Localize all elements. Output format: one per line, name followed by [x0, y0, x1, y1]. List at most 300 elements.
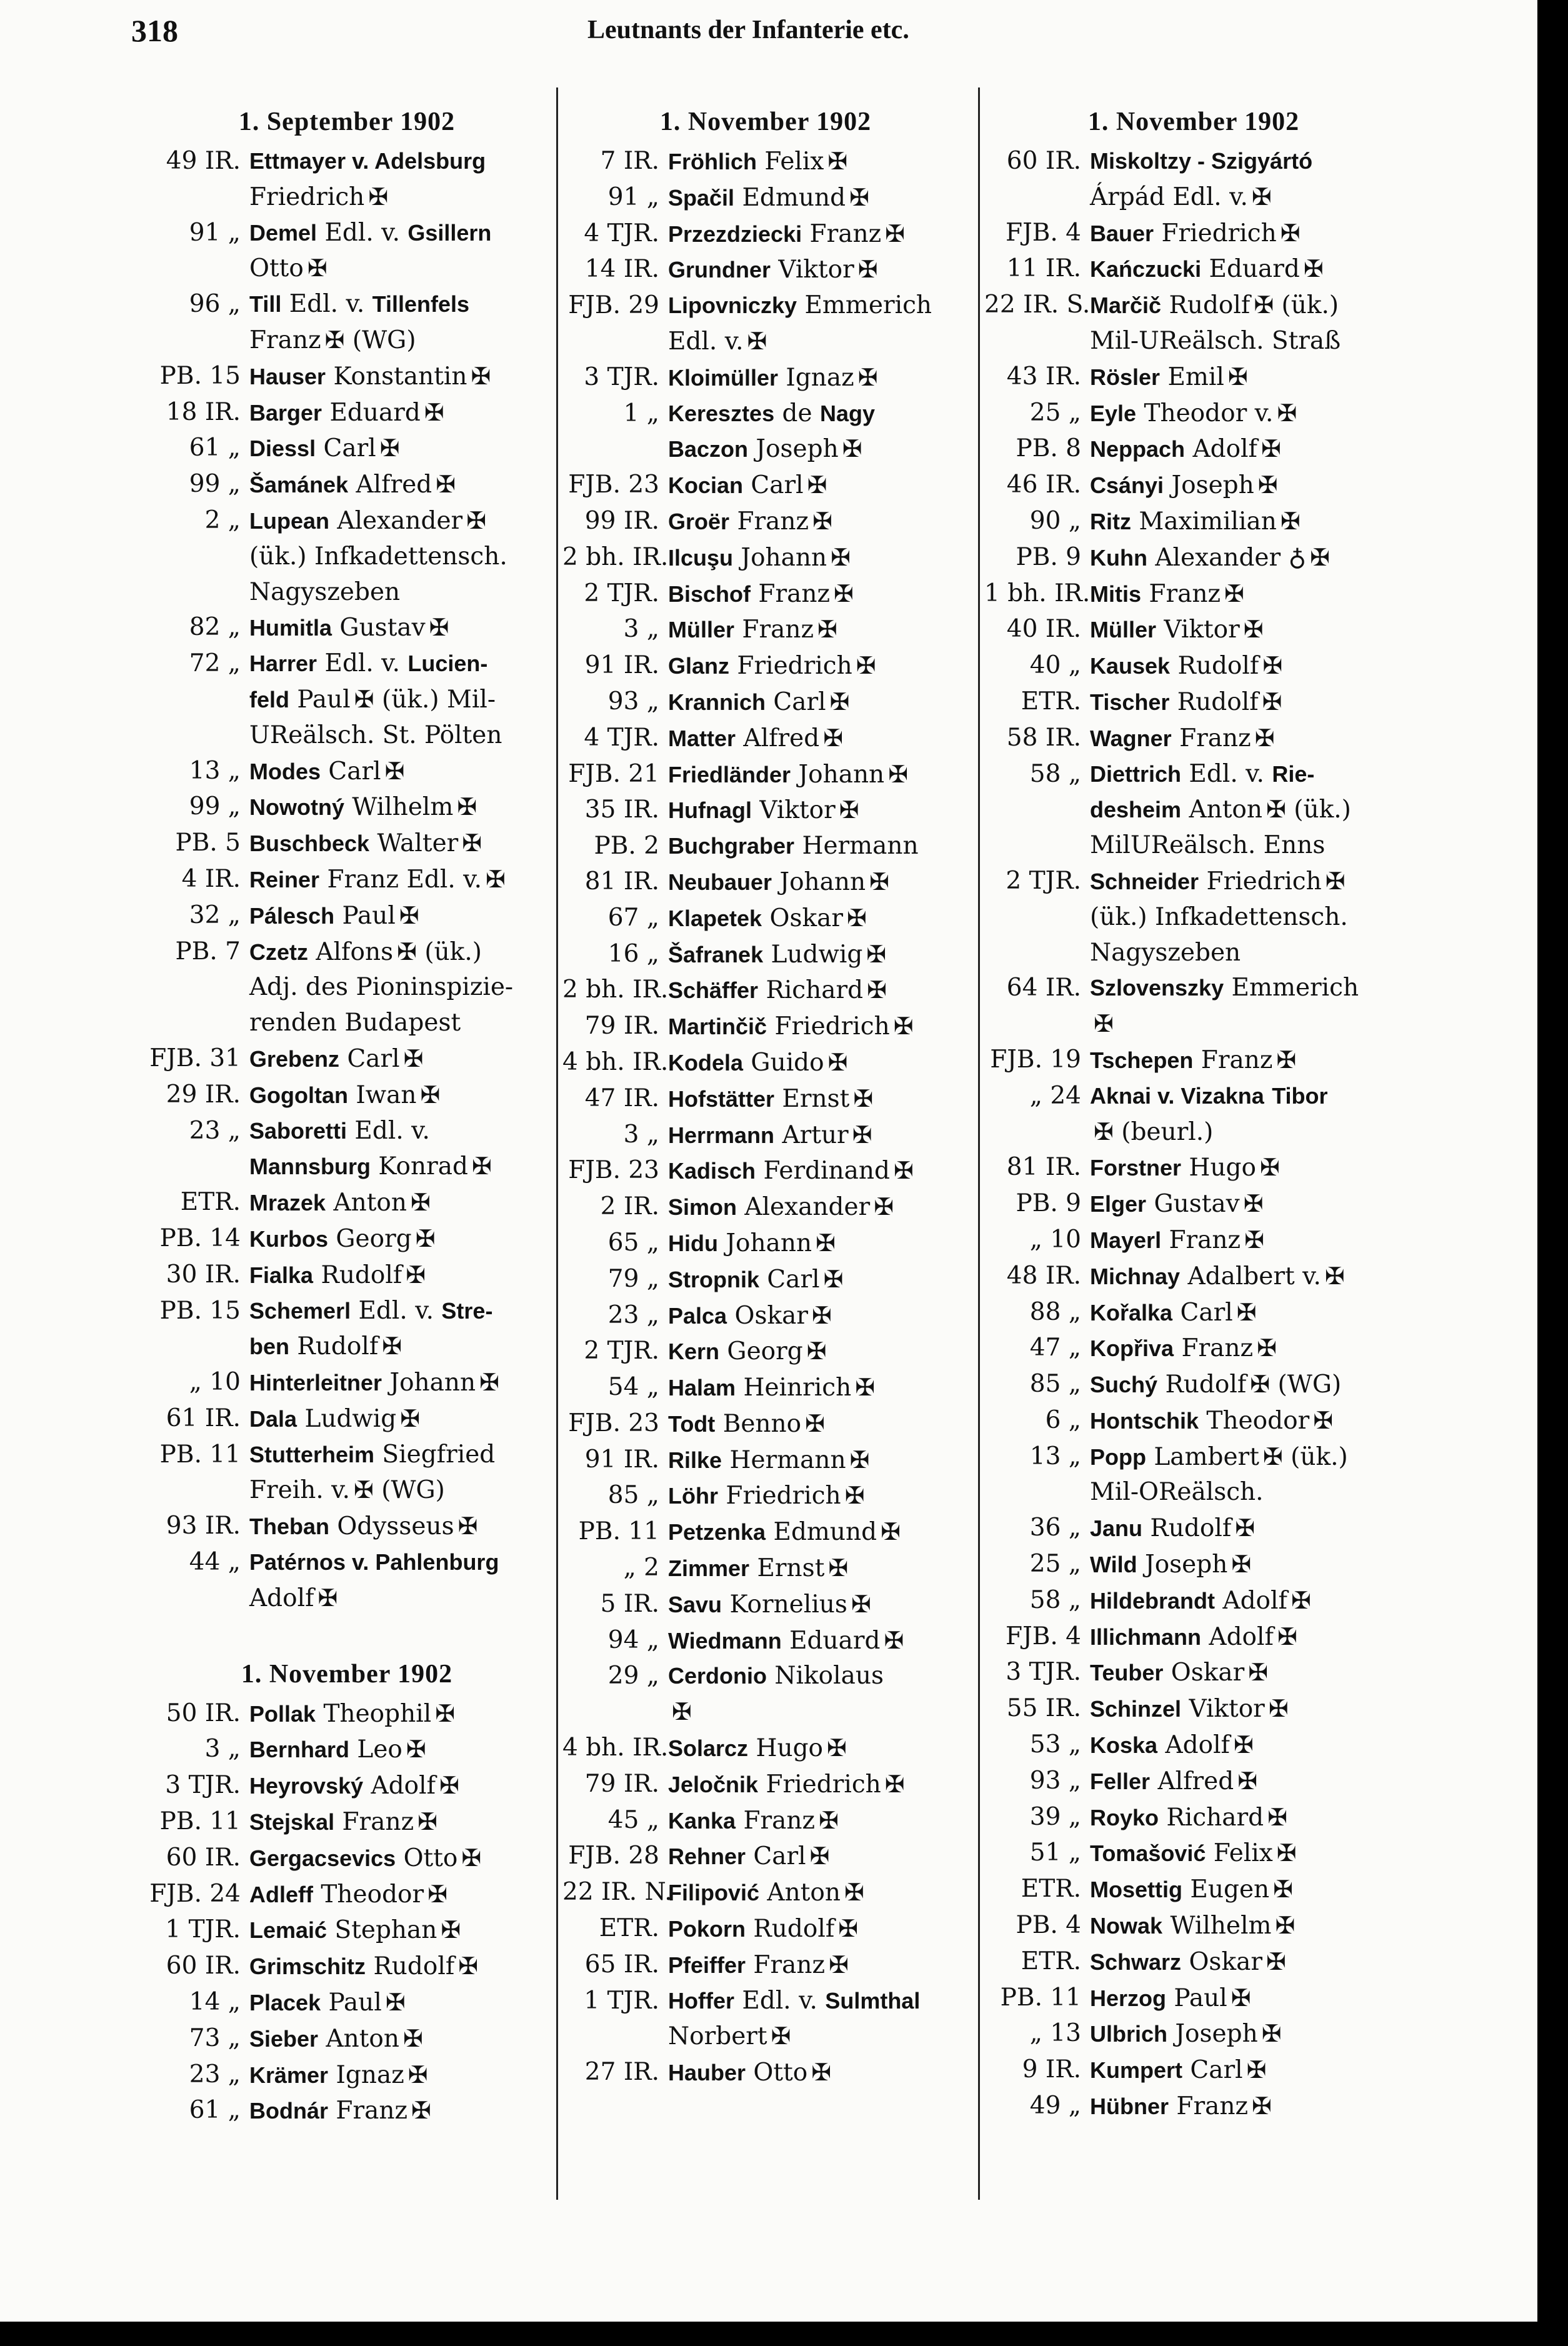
surname: Hübner — [1090, 2094, 1169, 2120]
entry-text — [668, 540, 969, 576]
surname: Palca — [668, 1302, 727, 1329]
entry-line — [249, 395, 550, 431]
surname: Dala — [249, 1405, 297, 1432]
name-text: Ludwig — [763, 940, 863, 969]
cross-icon: ✠ — [869, 867, 890, 896]
surname: Hildebrandt — [1090, 1587, 1216, 1614]
entry-line — [1090, 324, 1403, 359]
surname: Keresztes — [668, 400, 775, 426]
name-text: Friedrich — [249, 182, 365, 211]
entry-text — [668, 1442, 969, 1479]
surname: Todt — [668, 1410, 716, 1437]
unit-label: PB. 2 — [594, 832, 659, 861]
name-text: Franz Edl. v. — [319, 865, 482, 894]
name-text: Edl. v. — [734, 1986, 826, 2015]
cross-icon: ✠ — [855, 1374, 876, 1402]
entry-text — [1090, 287, 1403, 359]
name-text: Adalbert v. — [1180, 1262, 1321, 1290]
section-heading: 1. November 1902 — [241, 1659, 453, 1689]
list-entry — [562, 612, 969, 648]
entry-line — [1090, 1186, 1403, 1222]
unit-label: 44 „ — [189, 1548, 241, 1577]
name-text: Carl — [1172, 1298, 1233, 1327]
unit-label: PB. 7 — [175, 937, 241, 966]
name-text: Eduard — [781, 1626, 881, 1655]
unit-label: 55 IR. — [1006, 1694, 1081, 1723]
entry-text — [1090, 396, 1403, 432]
name-text: (ük.) — [416, 937, 482, 966]
surname: Kopřiva — [1090, 1335, 1174, 1362]
name-text: Eugen — [1182, 1875, 1270, 1904]
entry-text — [249, 1437, 550, 1509]
unit-label: 4 bh. IR. — [562, 1047, 669, 1076]
surname: Humitla — [249, 615, 332, 641]
list-entry — [562, 1767, 969, 1803]
surname: Hufnagl — [668, 797, 752, 824]
unit-label: 22 IR. N. — [562, 1878, 672, 1907]
surname: Harrer — [249, 651, 317, 677]
unit-label: FJB. 28 — [568, 1842, 659, 1870]
entry-text — [668, 2055, 969, 2091]
unit-label: 82 „ — [189, 613, 241, 642]
entry-line — [249, 1804, 550, 1840]
unit-label: 49 „ — [1029, 2092, 1081, 2120]
name-text: Oskar — [1181, 1947, 1262, 1976]
list-entry — [984, 1330, 1403, 1367]
entry-text — [1090, 1691, 1403, 1727]
entry-line — [249, 1006, 550, 1041]
list-entry — [144, 754, 550, 790]
unit-label: PB. 15 — [159, 1296, 241, 1325]
surname: Hauber — [668, 2060, 746, 2086]
cross-icon: ✠ — [1224, 579, 1244, 607]
surname: Placek — [249, 1990, 321, 2016]
entry-line — [668, 612, 969, 648]
unit-label: 99 IR. — [584, 506, 659, 535]
name-text: Paul — [321, 1989, 382, 2017]
unit-label: 43 IR. — [1006, 362, 1081, 391]
name-text: Richard — [1159, 1803, 1264, 1832]
surname: Gergacsevics — [249, 1845, 396, 1871]
unit-label: 23 „ — [189, 1116, 241, 1145]
unit-label: „ 10 — [1029, 1225, 1081, 1254]
name-text: Siegfried — [374, 1440, 496, 1469]
entry-line — [668, 1225, 969, 1262]
list-entry — [144, 1877, 550, 1913]
entry-text — [668, 1730, 969, 1767]
name-text: Rudolf — [1142, 1514, 1232, 1543]
list-entry — [144, 395, 550, 431]
surname: Adleff — [249, 1881, 313, 1907]
surname: Feller — [1090, 1768, 1151, 1794]
list-entry — [984, 1944, 1403, 1980]
name-text: Paul — [289, 685, 351, 714]
entry-line — [1090, 540, 1403, 576]
unit-label: FJB. 23 — [568, 1156, 659, 1185]
name-text: Edl. v. — [1181, 759, 1272, 788]
name-text: Hugo — [1181, 1154, 1257, 1182]
unit-label: PB. 11 — [1000, 1983, 1081, 2012]
name-text: Franz — [1171, 724, 1251, 752]
cross-icon: ✠ — [1233, 1731, 1254, 1759]
entry-text — [249, 1949, 550, 1985]
surname: Löhr — [668, 1483, 718, 1509]
unit-label: 58 „ — [1029, 1585, 1081, 1614]
surname: Tischer — [1090, 689, 1170, 715]
entry-line — [1090, 1908, 1403, 1944]
name-text: Rudolf — [1161, 291, 1251, 320]
surname: Schemerl — [249, 1297, 351, 1324]
list-entry — [984, 971, 1403, 1042]
list-entry — [144, 934, 550, 1041]
unit-label: 93 „ — [1029, 1766, 1081, 1795]
entry-line — [668, 252, 969, 288]
list-entry — [984, 1259, 1403, 1295]
entry-line — [668, 467, 969, 504]
list-entry — [984, 648, 1403, 684]
entry-text — [1090, 1259, 1403, 1295]
entry-line — [1090, 828, 1403, 864]
cross-icon: ✠ — [1303, 255, 1324, 283]
surname: Forstner — [1090, 1155, 1182, 1181]
cross-icon: ✠ — [424, 398, 444, 426]
cross-icon: ✠ — [479, 1369, 500, 1397]
name-text: Nikolaus — [767, 1662, 884, 1690]
name-text: Franz — [328, 2097, 408, 2125]
unit-label: 99 „ — [189, 792, 241, 821]
surname: Sulmthal — [825, 1987, 921, 2014]
name-text: Friedrich — [1199, 867, 1322, 896]
name-text: Carl — [1182, 2056, 1243, 2085]
name-text: Emmerich — [797, 291, 932, 320]
entry-text — [1090, 467, 1403, 504]
unit-label: FJB. 4 — [1006, 1622, 1081, 1650]
name-text: Nagyszeben — [249, 577, 401, 606]
surname: Jeločnik — [668, 1771, 759, 1797]
cross-icon: ✠ — [856, 652, 876, 680]
entry-line — [668, 576, 969, 612]
list-entry — [144, 1294, 550, 1365]
name-text: Richard — [758, 976, 864, 1005]
name-text: Adolf — [1185, 435, 1257, 464]
list-entry — [144, 431, 550, 467]
entry-text — [668, 1875, 969, 1911]
entry-text — [1090, 1510, 1403, 1547]
list-entry — [562, 144, 969, 180]
entry-line — [1090, 2089, 1403, 2125]
entry-text — [668, 1803, 969, 1839]
unit-label: 91 „ — [189, 218, 241, 247]
name-text: Edl. v. — [351, 1296, 442, 1325]
cross-icon: ✠ — [1273, 1875, 1293, 1904]
list-entry — [984, 540, 1403, 576]
list-entry — [144, 862, 550, 898]
entry-line — [668, 792, 969, 829]
unit-label: PB. 14 — [159, 1224, 241, 1252]
unit-label: FJB. 4 — [1006, 218, 1081, 247]
entry-text — [668, 1009, 969, 1045]
list-entry — [562, 792, 969, 829]
unit-label: 3 TJR. — [1006, 1658, 1081, 1687]
entry-line — [668, 972, 969, 1009]
surname: Marčič — [1090, 292, 1162, 319]
surname: Rösler — [1090, 364, 1161, 390]
list-entry — [562, 1623, 969, 1659]
entry-line — [249, 1114, 550, 1149]
cross-icon: ✠ — [823, 724, 844, 752]
surname: Teuber — [1090, 1660, 1164, 1686]
cross-icon: ✠ — [435, 1699, 456, 1727]
unit-label: PB. 11 — [159, 1807, 241, 1836]
cross-icon: ✠ — [406, 1735, 426, 1764]
list-entry — [984, 721, 1403, 757]
entry-line — [668, 396, 969, 432]
surname: Till — [249, 291, 282, 317]
name-text: Ignaz — [778, 363, 854, 392]
name-text: Gustav — [1146, 1190, 1240, 1219]
name-text: Ernst — [774, 1084, 850, 1113]
entry-line — [1090, 1222, 1403, 1259]
surname: Neppach — [1090, 436, 1186, 462]
surname: Nowak — [1090, 1913, 1163, 1939]
list-entry — [144, 1768, 550, 1804]
name-text: Rudolf — [1157, 1370, 1247, 1399]
entry-line — [668, 2055, 969, 2091]
cross-icon: ✠ — [1254, 291, 1274, 319]
name-text: Paul — [1166, 1984, 1227, 2012]
entry-line — [1090, 1403, 1403, 1439]
unit-label: PB. 4 — [1016, 1911, 1081, 1940]
cross-icon: ✠ — [354, 685, 374, 713]
name-text: (ük.) — [1282, 1442, 1348, 1471]
entry-line — [668, 360, 969, 396]
name-text: Johann — [791, 760, 885, 789]
name-text: Lambert — [1146, 1442, 1259, 1471]
cross-icon: ✠ — [747, 327, 767, 355]
entry-line — [668, 504, 969, 540]
name-text: Rudolf — [746, 1915, 835, 1944]
list-entry — [144, 1437, 550, 1509]
list-entry — [984, 1980, 1403, 2017]
section-heading: 1. November 1902 — [1087, 107, 1300, 136]
name-text: Alfred — [736, 724, 820, 752]
name-text: Oskar — [1163, 1659, 1245, 1687]
entry-line — [668, 721, 969, 757]
cross-icon: ✠ — [368, 182, 389, 211]
entry-text — [668, 360, 969, 396]
name-text: Eduard — [1201, 255, 1300, 284]
name-text: Oskar — [727, 1301, 808, 1330]
list-entry — [984, 396, 1403, 432]
entry-text — [668, 901, 969, 937]
surname: Groër — [668, 508, 730, 534]
list-entry — [984, 1186, 1403, 1222]
unit-label: 1 TJR. — [165, 1915, 241, 1944]
name-text: Konstantin — [326, 362, 467, 391]
entry-line — [249, 682, 550, 718]
entry-text — [668, 1839, 969, 1875]
name-text: Árpád Edl. v. — [1090, 182, 1248, 211]
entry-text — [1090, 2052, 1403, 2089]
entry-text — [668, 288, 969, 360]
name-text: Theodor — [313, 1880, 424, 1909]
name-text: Franz — [746, 1950, 826, 1979]
name-text: Maximilian — [1131, 507, 1277, 536]
surname: Aknai v. Vizakna — [1090, 1082, 1264, 1109]
cross-icon: ✠ — [1262, 687, 1282, 716]
surname: Grebenz — [249, 1046, 340, 1072]
entry-line — [249, 646, 550, 682]
unit-label: 79 IR. — [584, 1012, 659, 1041]
list-entry — [562, 1911, 969, 1947]
unit-label: ETR. — [1021, 1947, 1081, 1975]
entry-line — [668, 864, 969, 901]
list-entry — [562, 1730, 969, 1767]
entry-line — [1090, 431, 1403, 467]
cross-icon: ✠ — [829, 1950, 849, 1979]
name-text: Ludwig — [297, 1404, 397, 1433]
surname: Stutterheim — [249, 1441, 375, 1467]
surname: Wiedmann — [668, 1627, 782, 1654]
list-entry — [562, 467, 969, 504]
cross-icon: ✠ — [1257, 471, 1278, 499]
surname: Miskoltzy - Szigyártó — [1090, 148, 1313, 174]
list-entry — [562, 1298, 969, 1334]
cross-icon: ✠ — [1257, 1334, 1277, 1362]
entry-text — [668, 180, 969, 216]
entry-text — [249, 1509, 550, 1545]
unit-label: 81 IR. — [1006, 1153, 1081, 1182]
unit-label: 65 IR. — [584, 1950, 659, 1979]
name-text: Alexander — [1147, 543, 1289, 572]
cross-icon: ✠ — [1252, 2092, 1272, 2120]
list-entry — [984, 864, 1403, 971]
entry-line — [668, 1189, 969, 1225]
entry-line — [1090, 467, 1403, 504]
entry-text — [249, 1840, 550, 1877]
list-entry — [984, 431, 1403, 467]
list-entry — [562, 1189, 969, 1225]
entry-line — [1090, 612, 1403, 648]
entry-line — [668, 1514, 969, 1550]
name-text: Carl — [759, 1265, 820, 1294]
entry-line — [668, 1839, 969, 1875]
cross-icon: ✠ — [1267, 1803, 1287, 1831]
unit-label: 91 IR. — [584, 1445, 659, 1474]
unit-label: 25 „ — [1029, 398, 1081, 427]
cross-icon: ✠ — [427, 1880, 448, 1908]
entry-line — [249, 287, 550, 322]
entry-text — [249, 2093, 550, 2129]
surname: Pálesch — [249, 902, 335, 929]
entry-line — [668, 1406, 969, 1442]
unit-label: 2 IR. — [600, 1192, 659, 1221]
entry-line — [249, 1580, 550, 1617]
column-1 — [144, 100, 550, 2129]
surname: Mitis — [1090, 581, 1142, 607]
unit-label: 85 „ — [1029, 1370, 1081, 1399]
entry-text — [1090, 1547, 1403, 1583]
surname: Kańczucki — [1090, 256, 1202, 282]
surname: Hoffer — [668, 1987, 734, 2014]
cross-icon: ✠ — [439, 1772, 459, 1800]
name-text: Franz — [802, 219, 882, 248]
entry-line — [1090, 971, 1403, 1006]
entry-text — [249, 646, 550, 753]
entry-line — [249, 467, 550, 503]
name-text: Leo — [349, 1735, 402, 1764]
entry-line — [249, 1509, 550, 1545]
cross-icon: ✠ — [853, 1084, 874, 1112]
name-text: Adolf — [1215, 1586, 1287, 1615]
list-entry — [144, 2093, 550, 2129]
unit-label: 85 „ — [607, 1481, 659, 1510]
name-text: Adolf — [1201, 1622, 1274, 1651]
entry-text — [668, 1045, 969, 1081]
entry-text — [1090, 1222, 1403, 1259]
surname: Popp — [1090, 1444, 1146, 1470]
list-entry — [984, 576, 1403, 612]
cross-icon: ✠ — [1266, 796, 1286, 824]
cross-icon: ✠ — [817, 616, 837, 644]
entry-line — [249, 789, 550, 826]
list-entry — [562, 1225, 969, 1262]
list-entry — [984, 684, 1403, 721]
list-entry — [984, 287, 1403, 359]
entry-line — [668, 1803, 969, 1839]
unit-label: 58 IR. — [1006, 723, 1081, 752]
unit-label: 47 IR. — [584, 1084, 659, 1112]
cross-icon: ✠ — [462, 829, 482, 857]
surname: Wagner — [1090, 725, 1172, 751]
entry-line — [249, 1077, 550, 1114]
entry-text — [249, 1401, 550, 1437]
entry-text — [249, 431, 550, 467]
cross-icon: ✠ — [888, 760, 909, 788]
entry-text — [668, 1298, 969, 1334]
entry-line — [668, 1298, 969, 1334]
name-text: Johann — [717, 1229, 812, 1257]
entry-text — [668, 1767, 969, 1803]
name-text: Anton — [1181, 796, 1263, 824]
entry-line — [668, 540, 969, 576]
name-text: Theodor — [1199, 1406, 1310, 1435]
unit-label: 30 IR. — [166, 1260, 241, 1289]
entry-text — [668, 576, 969, 612]
name-text: Franz — [751, 579, 831, 608]
cross-icon: ✠ — [847, 904, 867, 932]
name-text: Nagyszeben — [1090, 938, 1241, 967]
entry-line — [249, 1257, 550, 1294]
entry-text — [1090, 251, 1403, 287]
list-entry — [144, 1114, 550, 1185]
surname: Simon — [668, 1194, 737, 1220]
entry-line — [668, 1153, 969, 1189]
entry-text — [1090, 971, 1403, 1042]
list-entry — [562, 937, 969, 973]
cross-icon: ✠ — [317, 1584, 338, 1612]
name-text: Carl — [339, 1044, 400, 1073]
list-entry — [144, 1041, 550, 1077]
list-entry — [144, 1077, 550, 1114]
cross-icon: ✠ — [461, 1844, 482, 1872]
entry-line — [249, 1437, 550, 1473]
name-text: (ük.) Infkadettensch. — [249, 542, 507, 571]
name-text: Benno — [715, 1409, 802, 1438]
surname: Elger — [1090, 1191, 1147, 1217]
cross-icon: ✠ — [384, 757, 405, 785]
entry-line — [668, 1370, 969, 1406]
